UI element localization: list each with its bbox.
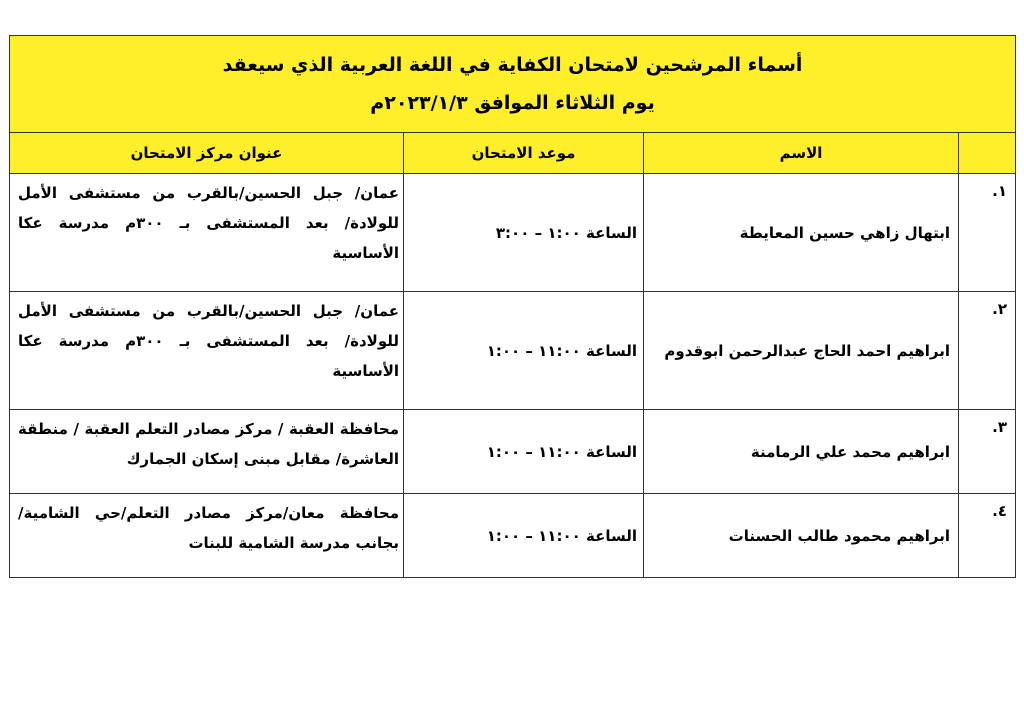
exam-time: الساعة ١١:٠٠ – ١:٠٠	[404, 494, 644, 578]
column-header-row	[10, 133, 1016, 174]
title-row	[10, 36, 1016, 133]
page-title	[10, 36, 1016, 133]
table-row	[10, 410, 1016, 494]
candidate-name: ابراهيم احمد الحاج عبدالرحمن ابوقدوم	[644, 292, 959, 410]
exam-center-address: محافظة معان/مركز مصادر التعلم/حي الشامية/ بجانب مدرسة الشامية للبنات	[10, 494, 404, 578]
exam-center-address: عمان/ جبل الحسين/بالقرب من مستشفى الأمل للولادة/ بعد المستشفى بـ ٣٠٠م مدرسة عكا الأساسية	[10, 174, 404, 292]
exam-time: الساعة ١١:٠٠ – ١:٠٠	[404, 410, 644, 494]
table-row	[10, 494, 1016, 578]
candidate-name: ابتهال زاهي حسين المعايطة	[644, 174, 959, 292]
exam-time: الساعة ١:٠٠ – ٣:٠٠	[404, 174, 644, 292]
column-header-time: موعد الامتحان	[404, 133, 644, 174]
column-header-number	[959, 133, 1016, 174]
candidate-name: ابراهيم محمد علي الرمامنة	[644, 410, 959, 494]
candidate-name: ابراهيم محمود طالب الحسنات	[644, 494, 959, 578]
title-line-1: أسماء المرشحين لامتحان الكفاية في اللغة العربية الذي سيعقد	[222, 54, 803, 76]
table-row	[10, 292, 1016, 410]
exam-time: الساعة ١١:٠٠ – ١:٠٠	[404, 292, 644, 410]
row-number: ٤.	[959, 494, 1016, 578]
row-number: ٢.	[959, 292, 1016, 410]
row-number: ١.	[959, 174, 1016, 292]
column-header-name: الاسم	[644, 133, 959, 174]
exam-center-address: محافظة العقبة / مركز مصادر التعلم العقبة / منطقة العاشرة/ مقابل مبنى إسكان الجمارك	[10, 410, 404, 494]
exam-center-address: عمان/ جبل الحسين/بالقرب من مستشفى الأمل للولادة/ بعد المستشفى بـ ٣٠٠م مدرسة عكا الأساسية	[10, 292, 404, 410]
column-header-address: عنوان مركز الامتحان	[10, 133, 404, 174]
candidates-table	[9, 35, 1016, 578]
title-line-2: يوم الثلاثاء الموافق ٢٠٢٣/١/٣م	[370, 92, 655, 114]
row-number: ٣.	[959, 410, 1016, 494]
table-row	[10, 174, 1016, 292]
